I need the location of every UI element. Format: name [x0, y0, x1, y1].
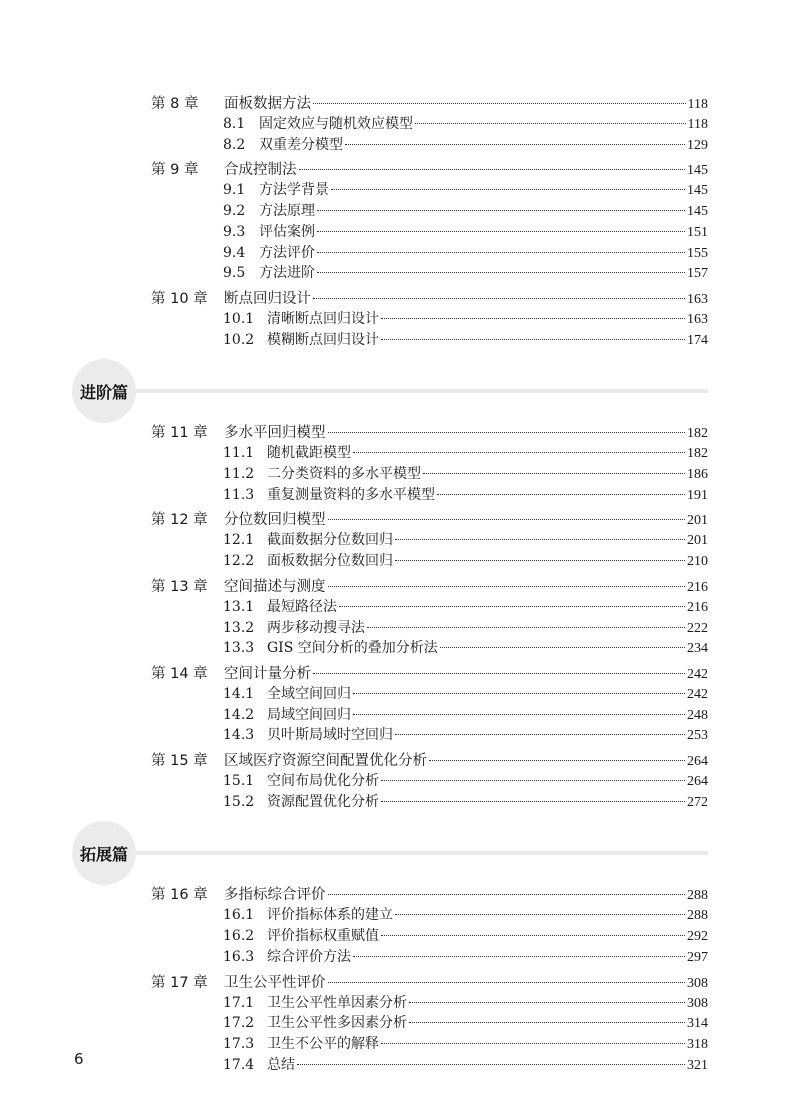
page-reference: 308 [687, 975, 708, 991]
section-number: 8.1 [223, 116, 246, 132]
dot-leader [331, 189, 685, 190]
section-title: 总结 [267, 1056, 295, 1073]
page-reference: 264 [687, 774, 708, 789]
section-title: 固定效应与随机效应模型 [259, 116, 413, 132]
chapter-title: 空间计量分析 [224, 665, 311, 682]
section-title: 空间布局优化分析 [267, 773, 379, 789]
page-reference: 210 [687, 554, 708, 570]
section-number: 14.1 [223, 685, 255, 702]
dot-leader [409, 1002, 685, 1003]
dot-leader [345, 144, 685, 145]
page-reference: 248 [687, 707, 708, 723]
section-entry[interactable] [223, 442, 708, 462]
dot-leader [328, 982, 686, 983]
chapter-number: 第 10 章 [151, 290, 208, 307]
dot-leader [395, 734, 685, 735]
page-reference: 155 [687, 245, 708, 261]
section-entry[interactable] [223, 1012, 708, 1032]
section-title: 评价指标权重赋值 [267, 928, 379, 945]
section-title: 模糊断点回归设计 [267, 331, 379, 348]
page-reference: 151 [687, 224, 708, 240]
dot-leader [440, 647, 685, 648]
section-number: 9.1 [223, 182, 246, 199]
section-number: 9.2 [223, 203, 246, 220]
section-title: 最短路径法 [267, 598, 337, 615]
page-reference: 145 [687, 204, 708, 220]
dot-leader [313, 673, 685, 674]
dot-leader [395, 914, 685, 915]
section-title: 双重差分模型 [259, 136, 343, 153]
chapter-title: 多指标综合评价 [224, 887, 326, 904]
section-title: 局域空间回归 [267, 706, 351, 723]
dot-leader [353, 956, 685, 957]
section-number: 17.3 [223, 1035, 255, 1052]
chapter-entry[interactable] [151, 287, 708, 308]
page-reference: 314 [687, 1016, 708, 1032]
section-number: 13.1 [223, 598, 255, 615]
section-number: 12.2 [223, 553, 255, 570]
page-reference: 297 [687, 949, 708, 965]
chapter-number: 第 9 章 [151, 162, 199, 179]
dot-leader [297, 1064, 685, 1065]
page-reference: 182 [687, 426, 708, 442]
section-entry[interactable] [223, 683, 708, 703]
section-title: 评估案例 [259, 223, 315, 240]
chapter-entry[interactable] [151, 662, 708, 683]
page-reference: 174 [687, 332, 708, 348]
dot-leader [353, 693, 685, 694]
dot-leader [328, 432, 686, 433]
section-number: 17.1 [223, 994, 255, 1011]
section-number: 11.1 [223, 445, 255, 462]
section-entry[interactable] [223, 113, 708, 133]
section-number: 9.5 [223, 265, 246, 282]
section-number: 14.3 [223, 727, 255, 744]
section-number: 13.3 [223, 640, 255, 657]
section-number: 14.2 [223, 706, 255, 723]
section-entry[interactable] [223, 596, 708, 616]
chapter-entry[interactable] [151, 749, 708, 770]
chapter-title: 面板数据方法 [224, 96, 311, 112]
section-title: GIS 空间分析的叠加分析法 [267, 640, 438, 657]
dot-leader [381, 318, 685, 319]
section-title: 资源配置优化分析 [267, 793, 379, 810]
section-title: 方法进阶 [259, 265, 315, 282]
chapter-entry[interactable] [151, 883, 708, 904]
page-reference: 242 [687, 686, 708, 702]
section-title: 随机截距模型 [267, 445, 351, 462]
dot-leader [328, 894, 686, 895]
dot-leader [328, 519, 686, 520]
dot-leader [429, 760, 685, 761]
page-reference: 242 [687, 666, 708, 682]
chapter-title: 卫生公平性评价 [224, 974, 326, 991]
section-title: 卫生公平性单因素分析 [267, 994, 407, 1011]
section-entry[interactable] [223, 179, 708, 199]
page-reference: 216 [687, 599, 708, 615]
section-entry[interactable] [223, 1054, 708, 1074]
section-number: 17.4 [223, 1056, 255, 1073]
section-number: 15.2 [223, 793, 255, 810]
page-reference: 318 [687, 1036, 708, 1052]
section-number: 10.2 [223, 331, 255, 348]
chapter-number: 第 14 章 [151, 665, 208, 682]
chapter-entry[interactable] [151, 971, 708, 992]
section-number: 9.3 [223, 223, 246, 240]
section-number: 15.1 [223, 773, 255, 789]
section-title: 综合评价方法 [267, 948, 351, 965]
page-reference: 234 [687, 641, 708, 657]
dot-leader [328, 586, 686, 587]
section-entry[interactable] [223, 770, 708, 790]
page-reference: 222 [687, 620, 708, 636]
chapter-title: 多水平回归模型 [224, 425, 326, 442]
part-divider [136, 389, 708, 393]
page-reference: 182 [687, 446, 708, 462]
page-reference: 118 [687, 117, 708, 132]
dot-leader [317, 231, 685, 232]
section-number: 8.2 [223, 136, 246, 153]
page-reference: 264 [687, 754, 708, 769]
section-title: 面板数据分位数回归 [267, 553, 393, 570]
section-entry[interactable] [223, 617, 708, 637]
chapter-number: 第 11 章 [151, 425, 208, 442]
page-reference: 163 [687, 291, 708, 307]
page-reference: 186 [687, 467, 708, 482]
section-number: 11.2 [223, 466, 255, 482]
section-number: 16.3 [223, 948, 255, 965]
section-title: 贝叶斯局域时空回归 [267, 727, 393, 744]
section-entry[interactable] [223, 724, 708, 744]
chapter-entry[interactable] [151, 575, 708, 596]
page-reference: 145 [687, 163, 708, 179]
dot-leader [353, 452, 685, 453]
page-reference: 201 [687, 533, 708, 549]
dot-leader [381, 801, 685, 802]
page-reference: 321 [687, 1057, 708, 1073]
section-entry[interactable] [223, 904, 708, 924]
dot-leader [313, 298, 685, 299]
dot-leader [409, 1022, 685, 1023]
chapter-entry[interactable] [151, 92, 708, 113]
page-reference: 288 [687, 888, 708, 904]
section-entry[interactable] [223, 946, 708, 966]
dot-leader [415, 123, 686, 124]
dot-leader [381, 935, 685, 936]
section-title: 方法评价 [259, 244, 315, 261]
chapter-entry[interactable] [151, 421, 708, 442]
chapter-number: 第 17 章 [151, 974, 208, 991]
dot-leader [317, 272, 685, 273]
section-number: 11.3 [223, 486, 255, 503]
page-reference: 216 [687, 579, 708, 595]
section-entry[interactable] [223, 242, 708, 262]
chapter-number: 第 12 章 [151, 512, 208, 529]
section-number: 16.2 [223, 928, 255, 945]
section-entry[interactable] [223, 329, 708, 349]
part-heading: 进阶篇 [72, 359, 136, 423]
section-number: 13.2 [223, 619, 255, 636]
section-entry[interactable] [223, 529, 708, 549]
dot-leader [299, 169, 686, 170]
chapter-title: 空间描述与测度 [224, 578, 326, 595]
section-entry[interactable] [223, 704, 708, 724]
page-reference: 201 [687, 513, 708, 529]
dot-leader [367, 627, 685, 628]
section-entry[interactable] [223, 262, 708, 282]
chapter-title: 断点回归设计 [224, 290, 311, 307]
section-entry[interactable] [223, 1033, 708, 1053]
chapter-title: 合成控制法 [224, 162, 297, 179]
page-reference: 163 [687, 311, 708, 327]
page-reference: 292 [687, 929, 708, 945]
page-number: 6 [74, 1050, 84, 1068]
page-reference: 145 [687, 183, 708, 199]
section-title: 清晰断点回归设计 [267, 310, 379, 327]
part-heading: 拓展篇 [72, 821, 136, 885]
section-title: 评价指标体系的建立 [267, 907, 393, 924]
chapter-number: 第 16 章 [151, 887, 208, 904]
dot-leader [317, 210, 685, 211]
page-reference: 129 [687, 137, 708, 153]
section-entry[interactable] [223, 791, 708, 811]
section-entry[interactable] [223, 221, 708, 241]
chapter-number: 第 13 章 [151, 578, 208, 595]
chapter-entry[interactable] [151, 508, 708, 529]
section-number: 16.1 [223, 907, 255, 924]
section-entry[interactable] [223, 463, 708, 483]
section-entry[interactable] [223, 637, 708, 657]
part-divider [136, 851, 708, 855]
page-reference: 308 [687, 995, 708, 1011]
section-number: 12.1 [223, 532, 255, 549]
section-title: 方法原理 [259, 203, 315, 220]
section-number: 9.4 [223, 244, 246, 261]
chapter-entry[interactable] [151, 158, 708, 179]
section-title: 方法学背景 [259, 182, 329, 199]
page-reference: 157 [687, 266, 708, 282]
dot-leader [381, 1043, 685, 1044]
section-title: 截面数据分位数回归 [267, 532, 393, 549]
dot-leader [381, 339, 685, 340]
chapter-title: 区域医疗资源空间配置优化分析 [224, 753, 427, 769]
dot-leader [381, 780, 685, 781]
section-title: 卫生公平性多因素分析 [267, 1015, 407, 1032]
section-title: 卫生不公平的解释 [267, 1035, 379, 1052]
section-entry[interactable] [223, 925, 708, 945]
dot-leader [395, 539, 685, 540]
dot-leader [423, 473, 685, 474]
chapter-title: 分位数回归模型 [224, 512, 326, 529]
dot-leader [317, 252, 685, 253]
section-entry[interactable] [223, 308, 708, 328]
dot-leader [437, 494, 685, 495]
section-title: 全域空间回归 [267, 685, 351, 702]
chapter-number: 第 15 章 [151, 753, 208, 769]
section-title: 二分类资料的多水平模型 [267, 466, 421, 482]
page-reference: 191 [687, 487, 708, 503]
dot-leader [313, 103, 686, 104]
dot-leader [339, 606, 685, 607]
page-reference: 288 [687, 908, 708, 924]
page-reference: 272 [687, 794, 708, 810]
section-entry[interactable] [223, 134, 708, 154]
dot-leader [353, 714, 685, 715]
section-number: 17.2 [223, 1015, 255, 1032]
page-reference: 118 [687, 97, 708, 112]
section-title: 重复测量资料的多水平模型 [267, 486, 435, 503]
section-title: 两步移动搜寻法 [267, 619, 365, 636]
section-entry[interactable] [223, 992, 708, 1012]
section-entry[interactable] [223, 200, 708, 220]
dot-leader [395, 560, 685, 561]
section-number: 10.1 [223, 310, 255, 327]
page-reference: 253 [687, 728, 708, 744]
chapter-number: 第 8 章 [151, 96, 199, 112]
section-entry[interactable] [223, 484, 708, 504]
section-entry[interactable] [223, 550, 708, 570]
